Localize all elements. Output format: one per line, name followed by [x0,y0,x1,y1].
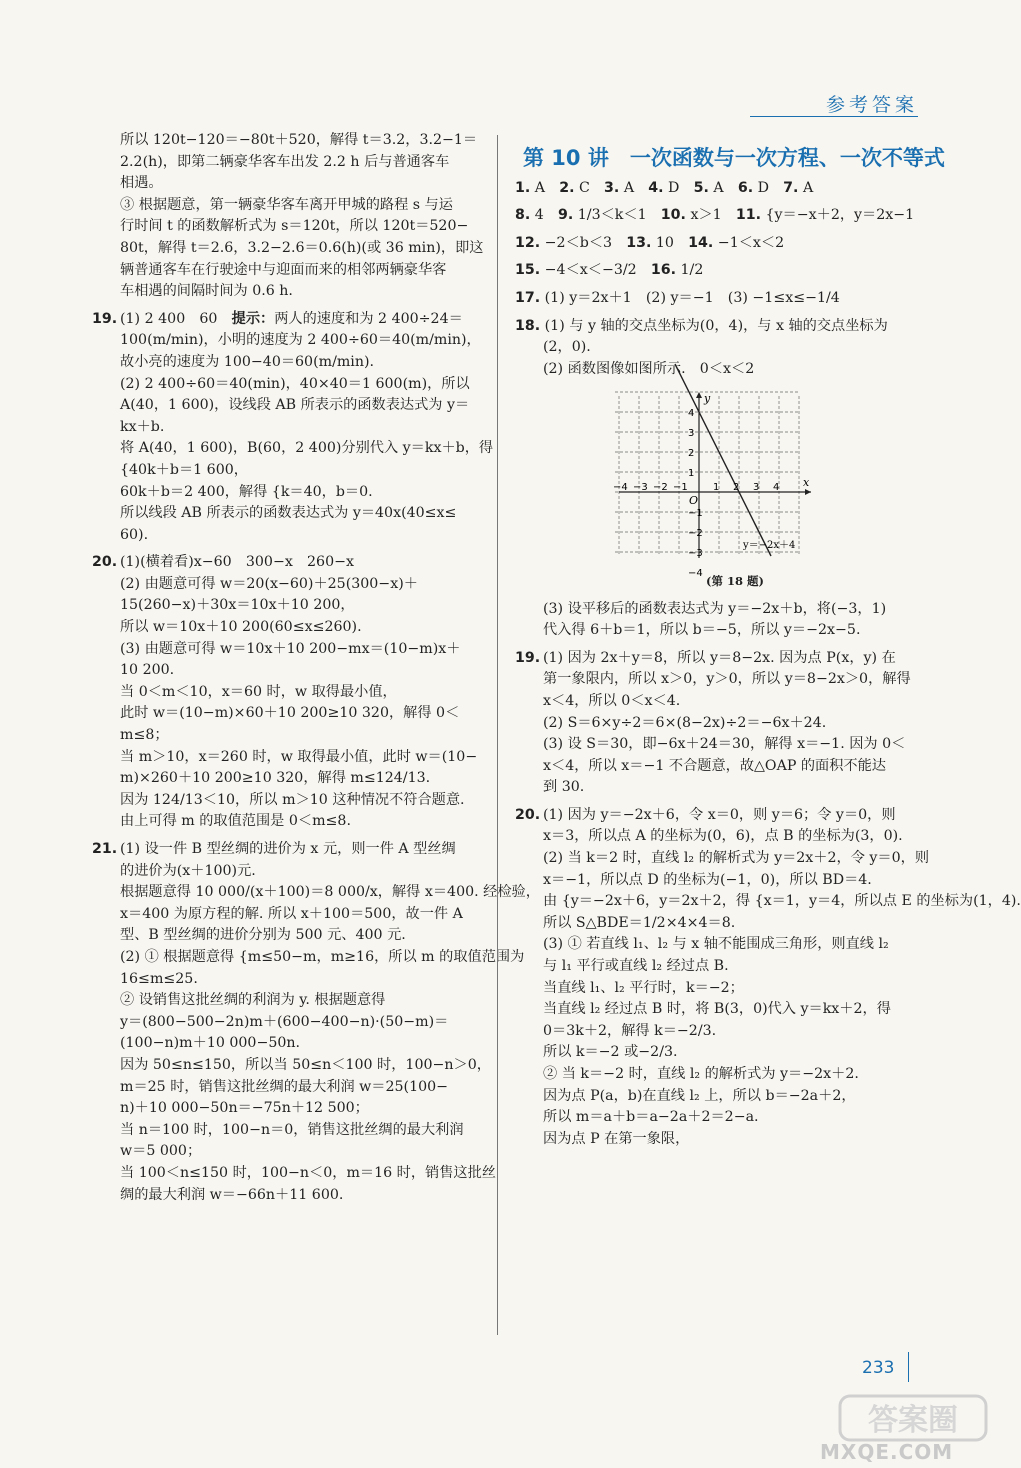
left-line: {40k＋b＝1 600， [120,461,248,478]
right-line: x＜4，所以 x＝−1 不合题意，故△OAP 的面积不能达 [543,757,886,774]
answer-text: −2＜b＜3 [540,234,627,251]
left-line [92,552,490,574]
left-line: 60k＋b＝2 400，解得 {k＝40，b＝0. [120,483,373,500]
left-line [92,309,490,331]
x-tick-label: 4 [773,482,780,494]
x-ticks [613,482,779,493]
right-line: (3) 设平移后的函数表达式为 y＝−2x＋b，将(−3，1) [543,600,887,617]
question-number: 12. [515,234,541,251]
right-line: x＝−1，所以点 D 的坐标为(−1，0)，所以 BD＝4. [543,871,872,888]
left-line: (100−n)m＋10 000−50n. [120,1035,301,1052]
x-tick-label: −1 [673,482,688,494]
left-line: x＝400 为原方程的解. 所以 x＋100＝500，故一件 A [120,905,463,922]
right-line: 第一象限内，所以 x＞0，y＞0，所以 y＝8−2x＞0，解得 [543,671,911,688]
left-line: ③ 根据题意，第一辆豪华客车离开甲城的路程 s 与运 [120,196,453,213]
left-line: 行时间 t 的函数解析式为 s＝120t，所以 120t＝520− [120,218,469,235]
right-column [515,130,1021,1150]
origin-label: O [689,494,699,508]
left-line: w＝5 000； [120,1143,202,1160]
question-number: 8. [515,207,531,224]
short-answer-line [515,178,915,200]
answer-text: (2，0). [543,339,591,356]
left-line: 60). [120,526,149,543]
left-line: 15(260−x)＋30x＝10x＋10 200， [120,597,355,614]
x-tick-label: 2 [733,482,740,494]
short-answer-line [515,288,915,310]
answer-text: (1) 因为 2x＋y＝8，所以 y＝8−2x. 因为点 P(x，y) 在 [543,649,896,666]
y-tick-label: −3 [688,548,703,560]
question-number: 19. [515,649,541,666]
left-line: 16≤m≤25. [120,970,198,987]
x-axis-label: x [803,476,810,490]
right-line: (2) 当 k＝2 时，直线 l₂ 的解析式为 y＝2x＋2，令 y＝0，则 [543,850,930,867]
question-number: 3. [604,179,620,196]
right-line: 代入得 6＋b＝1，所以 b＝−5，所以 y＝−2x−5. [543,622,861,639]
page-rule [908,1352,909,1382]
question-number: 10. [660,207,686,224]
y-tick-label: −2 [688,528,703,540]
answer-text: D [753,179,784,196]
answer-text: x＞1 [685,207,736,224]
left-line: 型、B 型丝绸的进价分别为 500 元、400 元. [120,927,406,944]
figure-18 [615,388,915,592]
left-line: (2) 由题意可得 w＝20(x−60)＋25(300−x)＋ [120,575,418,592]
x-tick-label: −2 [653,482,668,494]
left-line: 因为 50≤n≤150，所以当 50≤n＜100 时，100−n＞0， [120,1056,491,1073]
answer-text: (1)(横着看)x−60 300−x 260−x [120,554,354,571]
left-line [92,839,490,861]
answer-text: (1) y＝2x＋1 (2) y＝−1 (3) −1≤x≤−1/4 [540,289,840,306]
left-line: 当 m＞10，x＝260 时，w 取得最小值，此时 w＝(10− [120,748,478,765]
left-line: 故小亮的速度为 100−40＝60(m/min). [120,353,375,370]
left-line: 相遇。 [120,175,163,192]
answer-text: (2) 函数图像如图所示. 0＜x＜2 [543,360,755,377]
question-number: 9. [558,207,574,224]
right-line: x＜4，所以 0＜x＜4. [543,692,681,709]
question-number: 14. [688,234,714,251]
x-tick-label: −4 [613,482,628,494]
left-line: m≤8； [120,727,169,744]
short-answer-line [515,260,915,282]
answer-text: 1/2 [676,262,704,279]
left-line: 当 n＝100 时，100−n＝0，销售这批丝绸的最大利润 [120,1121,464,1138]
right-line: 由 {y＝−2x＋6，y＝2x＋2，得 {x＝1，y＝4，所以点 E 的坐标为(1，4). [543,893,1021,910]
y-tick-label: −4 [688,568,703,580]
watermark-url: MXQE.COM [820,1440,954,1464]
answers-bottom [515,599,1021,1151]
graph-18 [613,388,815,580]
question-number: 4. [648,179,664,196]
right-line: 0＝3k＋2，解得 k＝−2/3. [543,1022,717,1039]
question-number: 2. [559,179,575,196]
right-line: 所以 S△BDE＝1/2×4×4＝8. [543,914,736,931]
right-line: (2) S＝6×y÷2＝6×(8−2x)÷2＝−6x＋24. [543,714,827,731]
watermark-logo [838,1392,988,1446]
left-line: 辆普通客车在行驶途中与迎面而来的相邻两辆豪华客 [120,261,447,278]
right-line: 到 30. [543,779,585,796]
answer-text: C [574,179,605,196]
answer-text: 两人的速度和为 2 400÷24＝ [274,310,463,327]
grid [615,392,799,556]
answer-text: 1/3＜k＜1 [573,207,661,224]
question-number: 11. [735,207,761,224]
figure-caption: (第 18 题) [706,573,764,588]
right-line: x＝3，所以点 A 的坐标为(0，6)，点 B 的坐标为(3，0). [543,828,903,845]
answer-text: (1) 与 y 轴的交点坐标为(0，4)，与 x 轴的交点坐标为 [540,317,888,334]
left-line: 当 0＜m＜10，x＝60 时，w 取得最小值， [120,683,397,700]
left-line: n)＋10 000−50n＝−75n＋12 500； [120,1100,369,1117]
left-line: 此时 w＝(10−m)×60＋10 200≥10 320，解得 0＜ [120,705,460,722]
short-answer-line [515,316,915,338]
answers-top [515,178,915,381]
answer-text: −1＜x＜2 [713,234,785,251]
x-tick-label: −3 [633,482,648,494]
right-line: 所以 m＝a＋b＝a−2a＋2＝2−a. [543,1109,759,1126]
header-rule [750,116,918,117]
left-line: 100(m/min)，小明的速度为 2 400÷60＝40(m/min)， [120,332,481,349]
question-number: 20. [515,806,541,823]
answer-text: A [798,179,814,196]
x-tick-label: 3 [753,482,760,494]
right-line: (3) ① 若直线 l₁、l₂ 与 x 轴不能围成三角形，则直线 l₂ [543,936,889,953]
left-line: 由上可得 m 的取值范围是 0＜m≤8. [120,813,351,830]
question-number: 17. [515,289,541,306]
question-number: 15. [515,262,541,279]
left-line: 根据题意得 10 000/(x＋100)＝8 000/x，解得 x＝400. 经检验， [120,884,540,901]
question-number: 21. [92,841,118,857]
left-line: 绸的最大利润 w＝−66n＋11 600. [120,1186,344,1203]
answer-text: −4＜x＜−3/2 [540,262,651,279]
left-line: 所以 w＝10x＋10 200(60≤x≤260). [120,619,362,636]
answer-text: (1) 设一件 B 型丝绸的进价为 x 元，则一件 A 型丝绸 [120,841,456,857]
right-line: 因为点 P 在第一象限， [543,1130,690,1147]
answer-text: {y＝−x＋2，y＝2x−1 [761,207,915,224]
right-line [515,805,915,827]
left-line: (2) 2 400÷60＝40(min)，40×40＝1 600(m)，所以 [120,375,470,392]
answer-text: D [663,179,694,196]
right-line: 所以 k＝−2 或−2/3. [543,1044,678,1061]
answer-text: A [619,179,649,196]
short-answer-line [515,233,915,255]
answer-text: 4 [530,207,558,224]
section-title: 第 10 讲 一次函数与一次方程、一次不等式 [523,146,945,170]
question-number: 20. [92,554,118,571]
question-number: 1. [515,179,531,196]
question-number: 7. [783,179,799,196]
left-line: 10 200. [120,662,175,679]
left-line: m)×260＋10 200≥10 320，解得 m≤124/13. [120,770,431,787]
left-line: 将 A(40，1 600)，B(60，2 400)分别代入 y＝kx＋b，得 [120,440,494,457]
page-number: 233 [862,1358,895,1378]
left-line: ② 设销售这批丝绸的利润为 y. 根据题意得 [120,992,386,1009]
right-line: 与 l₁ 平行或直线 l₂ 经过点 B. [543,958,729,975]
y-arrow [696,392,702,398]
question-number: 16. [650,262,676,279]
left-line: 车相遇的间隔时间为 0.6 h. [120,283,293,300]
left-line: (2) ① 根据题意得 {m≤50−m，m≥16，所以 m 的取值范围为 [120,948,525,965]
y-axis-label: y [704,392,711,406]
short-answer-line [515,359,915,381]
left-line: 的进价为(x＋100)元. [120,862,256,879]
watermark-logo-text: 答案圈 [868,1403,958,1438]
short-answer-line [515,337,915,359]
left-line: 因为 124/13＜10，所以 m＞10 这种情况不符合题意. [120,791,465,808]
question-number: 5. [693,179,709,196]
question-number: 19. [92,310,118,327]
answer-text: A [708,179,738,196]
right-line: ② 当 k＝−2 时，直线 l₂ 的解析式为 y＝−2x＋2. [543,1066,859,1082]
header-label: 参考答案 [825,94,918,116]
right-line: 因为点 P(a，b)在直线 l₂ 上，所以 b＝−2a＋2， [543,1087,856,1104]
answer-text: A [530,179,560,196]
answer-text: 10 [651,234,689,251]
left-line: 所以线段 AB 所表示的函数表达式为 y＝40x(40≤x≤ [120,505,457,522]
left-line: 80t，解得 t＝2.6，3.2−2.6＝0.6(h)(或 36 min)，即这 [120,239,484,256]
short-answer-line [515,205,915,227]
left-line: y＝(800−500−2n)m＋(600−400−n)·(50−m)＝ [120,1013,449,1030]
line-label: y＝−2x＋4 [743,540,796,552]
question-number: 13. [626,234,652,251]
y-tick-label: −1 [688,508,703,520]
right-line: 当直线 l₁、l₂ 平行时，k＝−2； [543,979,744,996]
right-line [515,648,915,670]
right-line: (3) 设 S＝30，即−6x＋24＝30，解得 x＝−1. 因为 0＜ [543,736,906,753]
left-line: (3) 由题意可得 w＝10x＋10 200−mx＝(10−m)x＋ [120,640,461,657]
answer-text: 提示： [231,310,275,327]
answer-text: (1) 2 400 60 [120,310,232,327]
column-divider [497,135,498,1335]
x-arrow [805,489,811,495]
y-tick-label: 2 [688,448,695,460]
left-line: kx＋b. [120,418,165,435]
left-line: m＝25 时，销售这批丝绸的最大利润 w＝25(100− [120,1078,449,1095]
left-line: A(40，1 600)，设线段 AB 所表示的函数表达式为 y＝ [120,397,470,414]
question-number: 18. [515,317,541,334]
left-line: 所以 120t−120＝−80t＋520，解得 t＝3.2，3.2−1＝ [120,132,478,148]
right-line: 当直线 l₂ 经过点 B 时，将 B(3，0)代入 y＝kx＋2，得 [543,1001,891,1018]
answer-text: (1) 因为 y＝−2x＋6，令 x＝0，则 y＝6；令 y＝0，则 [543,806,896,823]
y-tick-label: 1 [688,468,695,480]
left-line: 2.2(h)，即第二辆豪华客车出发 2.2 h 后与普通客车 [120,153,450,170]
x-tick-label: 1 [713,482,720,494]
question-number: 6. [737,179,754,196]
y-tick-label: 4 [688,408,695,420]
left-line: 当 100＜n≤150 时，100−n＜0，m＝16 时，销售这批丝 [120,1164,496,1181]
y-tick-label: 3 [688,428,695,440]
